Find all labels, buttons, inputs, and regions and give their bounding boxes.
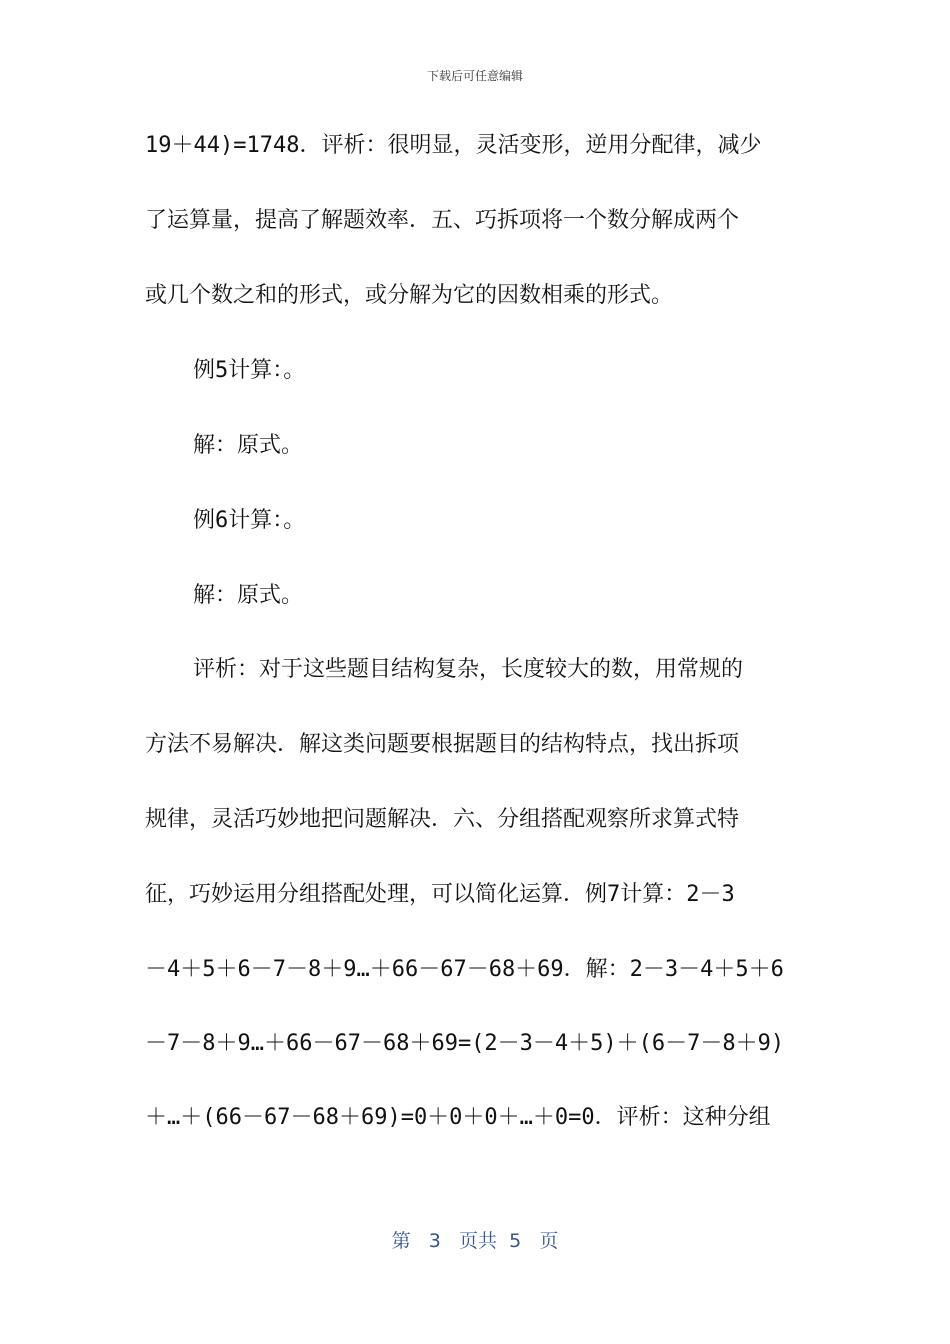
page-footer: [0, 1226, 950, 1253]
text-line: 了运算量，提高了解题效率．五、巧拆项将一个数分解成两个: [145, 208, 740, 233]
total-page-count: 5: [509, 1230, 522, 1252]
text-line: 征，巧妙运用分组搭配处理，可以简化运算．例7计算：2－3: [145, 882, 735, 907]
solution-line: 解：原式。: [193, 583, 304, 608]
page-header: 下载后可任意编辑: [426, 69, 523, 83]
text-line: ＋…＋(66－67－68＋69)=0＋0＋0＋…＋0=0．评析：这种分组: [145, 1105, 771, 1130]
text-line: －7－8＋9…＋66－67－68＋69=(2－3－4＋5)＋(6－7－8＋9): [145, 1031, 785, 1056]
example-heading: 例6计算：。: [193, 508, 306, 533]
text-line: 规律，灵活巧妙地把问题解决．六、分组搭配观察所求算式特: [145, 807, 740, 832]
text-line: 或几个数之和的形式，或分解为它的因数相乘的形式。: [145, 283, 674, 308]
text-line: 19＋44)=1748．评析：很明显，灵活变形，逆用分配律，减少: [145, 133, 762, 158]
text-line: 评析：对于这些题目结构复杂，长度较大的数，用常规的: [193, 657, 744, 682]
example-heading: 例5计算：。: [193, 358, 306, 383]
text-line: －4＋5＋6－7－8＋9…＋66－67－68＋69．解：2－3－4＋5＋6: [145, 957, 784, 982]
solution-line: 解：原式。: [193, 433, 304, 458]
footer-middle: 页共: [459, 1230, 498, 1252]
current-page-number: 3: [428, 1230, 441, 1252]
footer-suffix: 页: [539, 1230, 559, 1252]
text-line: 方法不易解决．解这类问题要根据题目的结构特点，找出拆项: [145, 732, 740, 757]
footer-prefix: 第: [391, 1230, 411, 1252]
